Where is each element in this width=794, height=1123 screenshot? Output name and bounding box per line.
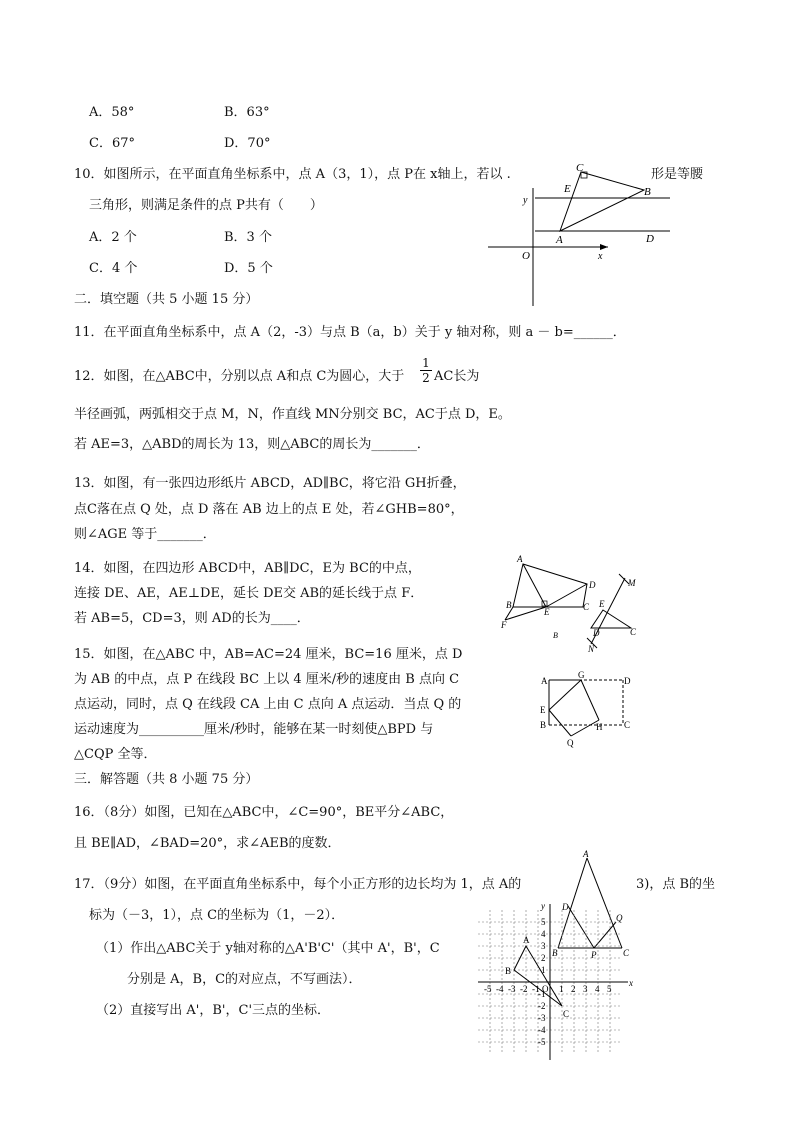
q15-line4: 运动速度为__________厘米/秒时，能够在某一时刻使△BPD 与 — [74, 722, 434, 737]
fig-label: B — [644, 186, 651, 198]
q10-option-d: D．5 个 — [224, 261, 273, 276]
fig-label: D — [589, 580, 596, 590]
fig-label: A — [541, 676, 548, 686]
fig-label: E — [564, 183, 571, 195]
y-tick-label: 1 — [541, 965, 546, 975]
fig-label: Q — [567, 738, 574, 748]
q14-line2: 连接 DE、AE，AE⊥DE，延长 DE交 AB的延长线于点 F． — [74, 586, 424, 601]
fig-label: A — [556, 234, 563, 246]
origin-label: O — [542, 984, 549, 994]
x-tick-label: -2 — [520, 984, 528, 994]
point-label-b: B — [505, 966, 512, 976]
q17-line5: （2）直接写出 A'，B'，C'三点的坐标． — [96, 1003, 331, 1018]
q13-line3: 则∠AGE 等于_______． — [74, 527, 216, 542]
fraction-numerator: 1 — [422, 356, 430, 370]
fig-label: y — [523, 195, 528, 206]
q12-line3: 若 AE=3，△ABD的周长为 13，则△ABC的周长为_______． — [74, 437, 430, 452]
q17-line3: （1）作出△ABC关于 y轴对称的△A'B'C'（其中 A'，B'，C — [96, 941, 440, 956]
fig-label: E — [599, 599, 605, 609]
fig-label: C — [630, 627, 637, 637]
option-b: B．63° — [224, 105, 270, 120]
q10-figure — [480, 158, 680, 308]
q16-line2: 且 BE∥AD，∠BAD=20°，求∠AEB的度数． — [74, 836, 341, 851]
q15-line1: 15．如图，在△ABC 中，AB=AC=24 厘米，BC=16 厘米，点 D — [74, 647, 463, 662]
q12-line1a: 12．如图，在△ABC中，分别以点 A和点 C为圆心，大于 — [74, 369, 405, 384]
fig-label: C — [623, 948, 630, 958]
q14-line3: 若 AB=5，CD=3，则 AD的长为____． — [74, 611, 310, 626]
q17-line4: 分别是 A，B，C的对应点，不写画法）． — [127, 972, 362, 987]
fig-label: F — [501, 620, 507, 630]
y-tick-label: -5 — [538, 1037, 546, 1047]
y-tick-label: -2 — [538, 1001, 546, 1011]
fig-label: D — [562, 902, 569, 912]
q10-line1b: 形是等腰 — [651, 167, 704, 182]
y-tick-label: -3 — [538, 1013, 546, 1023]
q12-line1b: AC长为 — [434, 369, 480, 384]
fig-label: G — [578, 670, 585, 680]
fig-label: D — [593, 628, 600, 638]
grid-lines — [478, 904, 628, 1060]
q17-line1b: 3)，点 B的坐 — [636, 877, 716, 892]
fig-label: C — [576, 162, 584, 174]
fig-label: A — [517, 554, 523, 564]
fig-label: Q — [616, 913, 623, 923]
fig-label: A — [583, 849, 589, 859]
q13-line1: 13．如图，有一张四边形纸片 ABCD，AD∥BC，将它沿 GH折叠， — [74, 476, 466, 491]
q17-coordinate-grid — [468, 898, 646, 1070]
fig-label: E — [540, 705, 546, 715]
x-tick-label: -4 — [496, 984, 504, 994]
x-tick-label: 1 — [559, 984, 564, 994]
fig-label: H — [596, 722, 603, 732]
fig-label: D — [624, 676, 631, 686]
q16-line1: 16．（8分）如图，已知在△ABC中，∠C=90°，BE平分∠ABC， — [74, 805, 454, 820]
q15-figure — [533, 670, 638, 750]
x-tick-label: -1 — [532, 984, 540, 994]
fraction-half — [420, 356, 432, 385]
fig-label: C — [583, 602, 590, 612]
q10-option-b: B．3 个 — [224, 230, 272, 245]
fig-label: B — [552, 948, 558, 958]
x-tick-label: 2 — [571, 984, 576, 994]
x-tick-label: -5 — [484, 984, 492, 994]
q11-text: 11．在平面直角坐标系中，点 A（2，-3）与点 B（a，b）关于 y 轴对称，则 a － b=______． — [74, 325, 626, 340]
fig-label: x — [598, 251, 603, 262]
option-c: C．67° — [89, 136, 135, 151]
q14-line1: 14．如图，在四边形 ABCD中，AB∥DC，E为 BC的中点， — [74, 561, 421, 576]
x-tick-label: 4 — [595, 984, 600, 994]
q10-option-a: A．2 个 — [89, 230, 137, 245]
q14-figure — [495, 552, 645, 654]
axis-x-label: x — [629, 978, 633, 988]
option-a: A．58° — [89, 105, 135, 120]
q10-option-c: C．4 个 — [89, 261, 138, 276]
fig-label: N — [588, 644, 595, 654]
y-tick-label: 5 — [541, 917, 546, 927]
q17-line1a: 17．（9分）如图，在平面直角坐标系中，每个小正方形的边长均为 1，点 A的 — [74, 877, 522, 892]
point-label-a: A — [523, 935, 530, 945]
x-tick-label: -3 — [508, 984, 516, 994]
fraction-denominator: 2 — [420, 370, 432, 385]
fig-label: B — [540, 720, 547, 730]
y-tick-label: 2 — [541, 953, 546, 963]
q12-line2: 半径画弧，两弧相交于点 M，N，作直线 MN分别交 BC，AC于点 D，E。 — [74, 407, 511, 422]
fig-label: B — [553, 631, 558, 640]
point-label-c: C — [563, 1009, 570, 1019]
section-heading-2: 二．填空题（共 5 小题 15 分） — [74, 292, 259, 307]
q15-line5: △CQP 全等． — [74, 747, 157, 762]
q15-line3: 点运动，同时，点 Q 在线段 CA 上由 C 点向 A 点运动．当点 Q 的 — [74, 697, 462, 712]
fig-label: M — [628, 578, 636, 588]
axis-y-label: y — [541, 901, 545, 912]
fig-label: C — [624, 720, 631, 730]
option-d: D．70° — [224, 136, 271, 151]
y-tick-label: 3 — [541, 941, 546, 951]
y-tick-label: -4 — [538, 1025, 546, 1035]
x-tick-label: 3 — [583, 984, 588, 994]
y-tick-label: -1 — [538, 989, 546, 999]
q10-line1a: 10．如图所示，在平面直角坐标系中，点 A（3，1），点 P在 x轴上，若以 . — [74, 167, 511, 182]
q13-line2: 点C落在点 Q 处，点 D 落在 AB 边上的点 E 处，若∠GHB=80°， — [74, 502, 464, 517]
fig-label: E — [544, 607, 550, 617]
q10-line2: 三角形，则满足条件的点 P共有（ ） — [89, 198, 323, 213]
x-tick-label: 5 — [607, 984, 612, 994]
y-tick-label: 4 — [541, 929, 546, 939]
fig-label: B — [506, 600, 512, 610]
fig-label: D — [646, 233, 654, 245]
fig-label: O — [522, 250, 530, 262]
section-heading-3: 三．解答题（共 8 小题 75 分） — [74, 772, 259, 787]
fig-label: P — [591, 950, 597, 960]
q17-line2: 标为（－3，1），点 C的坐标为（1，－2）． — [89, 908, 345, 923]
q15-line2: 为 AB 的中点，点 P 在线段 BC 上以 4 厘米/秒的速度由 B 点向 C — [74, 672, 460, 687]
